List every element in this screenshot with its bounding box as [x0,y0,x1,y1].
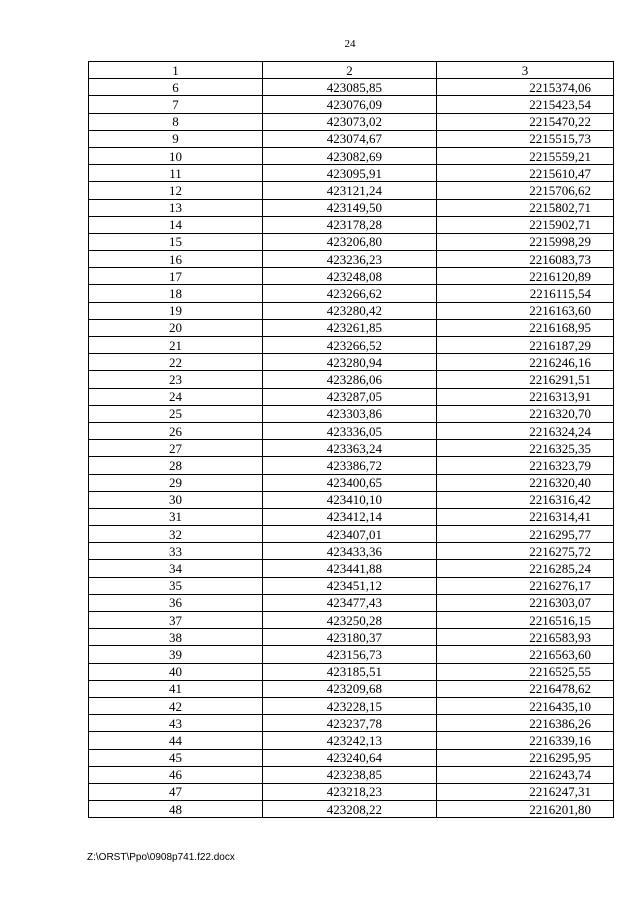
x-coordinate-cell: 423237,78 [263,715,437,732]
y-coordinate-cell: 2216525,55 [437,663,614,680]
table-row [89,216,614,233]
y-coordinate-cell: 2215470,22 [437,113,614,130]
table-row [89,113,614,130]
x-coordinate-cell: 423280,94 [263,354,437,371]
table-row [89,715,614,732]
table-row [89,663,614,680]
y-coordinate-cell: 2216246,16 [437,354,614,371]
y-coordinate-cell: 2216583,93 [437,629,614,646]
y-coordinate-cell: 2216339,16 [437,732,614,749]
point-number-cell: 19 [89,302,263,319]
point-number-cell: 33 [89,543,263,560]
point-number-cell: 47 [89,783,263,800]
table-row [89,491,614,508]
x-coordinate-cell: 423076,09 [263,96,437,113]
table-row [89,457,614,474]
point-number-cell: 28 [89,457,263,474]
table-row [89,285,614,302]
footer-file-path: Z:\ORST\Ppo\0908p741.f22.docx [87,852,235,863]
page-number: 24 [344,38,356,50]
x-coordinate-cell: 423441,88 [263,560,437,577]
y-coordinate-cell: 2216320,40 [437,474,614,491]
y-coordinate-cell: 2216083,73 [437,251,614,268]
point-number-cell: 18 [89,285,263,302]
table-row [89,165,614,182]
x-coordinate-cell: 423287,05 [263,388,437,405]
x-coordinate-cell: 423433,36 [263,543,437,560]
x-coordinate-cell: 423451,12 [263,577,437,594]
table-row [89,388,614,405]
point-number-cell: 40 [89,663,263,680]
point-number-cell: 20 [89,319,263,336]
x-coordinate-cell: 423266,52 [263,337,437,354]
table-row [89,440,614,457]
table-row [89,474,614,491]
table-row [89,302,614,319]
point-number-cell: 9 [89,130,263,147]
table-row [89,79,614,96]
x-coordinate-cell: 423228,15 [263,697,437,714]
point-number-cell: 23 [89,371,263,388]
point-number-cell: 14 [89,216,263,233]
x-coordinate-cell: 423280,42 [263,302,437,319]
x-coordinate-cell: 423156,73 [263,646,437,663]
x-coordinate-cell: 423410,10 [263,491,437,508]
table-row [89,508,614,525]
y-coordinate-cell: 2216285,24 [437,560,614,577]
x-coordinate-cell: 423336,05 [263,422,437,439]
point-number-cell: 31 [89,508,263,525]
table-row [89,612,614,629]
point-number-cell: 10 [89,147,263,164]
point-number-cell: 34 [89,560,263,577]
x-coordinate-cell: 423412,14 [263,508,437,525]
point-number-cell: 13 [89,199,263,216]
point-number-cell: 45 [89,749,263,766]
y-coordinate-cell: 2216325,35 [437,440,614,457]
point-number-cell: 39 [89,646,263,663]
table-row [89,749,614,766]
y-coordinate-cell: 2216314,41 [437,508,614,525]
table-row [89,801,614,818]
table-row [89,147,614,164]
y-coordinate-cell: 2216303,07 [437,594,614,611]
column-header: 3 [437,62,614,79]
table-row [89,319,614,336]
point-number-cell: 16 [89,251,263,268]
table-row [89,766,614,783]
x-coordinate-cell: 423240,64 [263,749,437,766]
x-coordinate-cell: 423180,37 [263,629,437,646]
table-row [89,783,614,800]
x-coordinate-cell: 423477,43 [263,594,437,611]
table-row [89,577,614,594]
y-coordinate-cell: 2215559,21 [437,147,614,164]
point-number-cell: 8 [89,113,263,130]
y-coordinate-cell: 2215374,06 [437,79,614,96]
y-coordinate-cell: 2215423,54 [437,96,614,113]
table-row [89,130,614,147]
x-coordinate-cell: 423074,67 [263,130,437,147]
point-number-cell: 30 [89,491,263,508]
table-row [89,732,614,749]
x-coordinate-cell: 423248,08 [263,268,437,285]
point-number-cell: 36 [89,594,263,611]
point-number-cell: 26 [89,422,263,439]
y-coordinate-cell: 2215706,62 [437,182,614,199]
table-row [89,251,614,268]
table-row [89,199,614,216]
table-row [89,594,614,611]
point-number-cell: 12 [89,182,263,199]
x-coordinate-cell: 423095,91 [263,165,437,182]
y-coordinate-cell: 2216316,42 [437,491,614,508]
x-coordinate-cell: 423218,23 [263,783,437,800]
table-row [89,629,614,646]
table-row [89,182,614,199]
table-row [89,680,614,697]
y-coordinate-cell: 2216120,89 [437,268,614,285]
y-coordinate-cell: 2216478,62 [437,680,614,697]
x-coordinate-cell: 423073,02 [263,113,437,130]
x-coordinate-cell: 423082,69 [263,147,437,164]
column-header: 1 [89,62,263,79]
point-number-cell: 42 [89,697,263,714]
point-number-cell: 11 [89,165,263,182]
point-number-cell: 48 [89,801,263,818]
y-coordinate-cell: 2216275,72 [437,543,614,560]
y-coordinate-cell: 2215902,71 [437,216,614,233]
point-number-cell: 38 [89,629,263,646]
point-number-cell: 6 [89,79,263,96]
x-coordinate-cell: 423261,85 [263,319,437,336]
table-header-row [89,62,614,79]
point-number-cell: 24 [89,388,263,405]
y-coordinate-cell: 2215998,29 [437,233,614,250]
y-coordinate-cell: 2216291,51 [437,371,614,388]
table-row [89,697,614,714]
point-number-cell: 37 [89,612,263,629]
x-coordinate-cell: 423250,28 [263,612,437,629]
y-coordinate-cell: 2216168,95 [437,319,614,336]
coordinates-table-body [89,62,614,818]
point-number-cell: 17 [89,268,263,285]
point-number-cell: 44 [89,732,263,749]
table-row [89,233,614,250]
table-row [89,354,614,371]
x-coordinate-cell: 423121,24 [263,182,437,199]
x-coordinate-cell: 423242,13 [263,732,437,749]
point-number-cell: 43 [89,715,263,732]
y-coordinate-cell: 2216243,74 [437,766,614,783]
x-coordinate-cell: 423386,72 [263,457,437,474]
table-row [89,543,614,560]
point-number-cell: 7 [89,96,263,113]
y-coordinate-cell: 2216295,77 [437,526,614,543]
x-coordinate-cell: 423238,85 [263,766,437,783]
point-number-cell: 32 [89,526,263,543]
y-coordinate-cell: 2216276,17 [437,577,614,594]
x-coordinate-cell: 423185,51 [263,663,437,680]
y-coordinate-cell: 2216386,26 [437,715,614,732]
x-coordinate-cell: 423206,80 [263,233,437,250]
y-coordinate-cell: 2216563,60 [437,646,614,663]
table-row [89,646,614,663]
x-coordinate-cell: 423303,86 [263,405,437,422]
y-coordinate-cell: 2216115,54 [437,285,614,302]
table-row [89,371,614,388]
x-coordinate-cell: 423149,50 [263,199,437,216]
x-coordinate-cell: 423209,68 [263,680,437,697]
table-row [89,405,614,422]
y-coordinate-cell: 2216435,10 [437,697,614,714]
point-number-cell: 25 [89,405,263,422]
table-row [89,560,614,577]
x-coordinate-cell: 423085,85 [263,79,437,96]
point-number-cell: 46 [89,766,263,783]
point-number-cell: 29 [89,474,263,491]
y-coordinate-cell: 2216163,60 [437,302,614,319]
point-number-cell: 41 [89,680,263,697]
y-coordinate-cell: 2216247,31 [437,783,614,800]
x-coordinate-cell: 423286,06 [263,371,437,388]
column-header: 2 [263,62,437,79]
point-number-cell: 21 [89,337,263,354]
table-row [89,422,614,439]
point-number-cell: 35 [89,577,263,594]
x-coordinate-cell: 423208,22 [263,801,437,818]
y-coordinate-cell: 2215515,73 [437,130,614,147]
y-coordinate-cell: 2216295,95 [437,749,614,766]
x-coordinate-cell: 423400,65 [263,474,437,491]
coordinates-table [88,61,614,818]
table-row [89,526,614,543]
point-number-cell: 27 [89,440,263,457]
point-number-cell: 22 [89,354,263,371]
y-coordinate-cell: 2215610,47 [437,165,614,182]
y-coordinate-cell: 2216313,91 [437,388,614,405]
table-row [89,337,614,354]
table-row [89,268,614,285]
x-coordinate-cell: 423407,01 [263,526,437,543]
x-coordinate-cell: 423236,23 [263,251,437,268]
y-coordinate-cell: 2216516,15 [437,612,614,629]
x-coordinate-cell: 423178,28 [263,216,437,233]
y-coordinate-cell: 2216187,29 [437,337,614,354]
point-number-cell: 15 [89,233,263,250]
y-coordinate-cell: 2215802,71 [437,199,614,216]
y-coordinate-cell: 2216324,24 [437,422,614,439]
x-coordinate-cell: 423266,62 [263,285,437,302]
y-coordinate-cell: 2216323,79 [437,457,614,474]
table-row [89,96,614,113]
y-coordinate-cell: 2216201,80 [437,801,614,818]
x-coordinate-cell: 423363,24 [263,440,437,457]
y-coordinate-cell: 2216320,70 [437,405,614,422]
